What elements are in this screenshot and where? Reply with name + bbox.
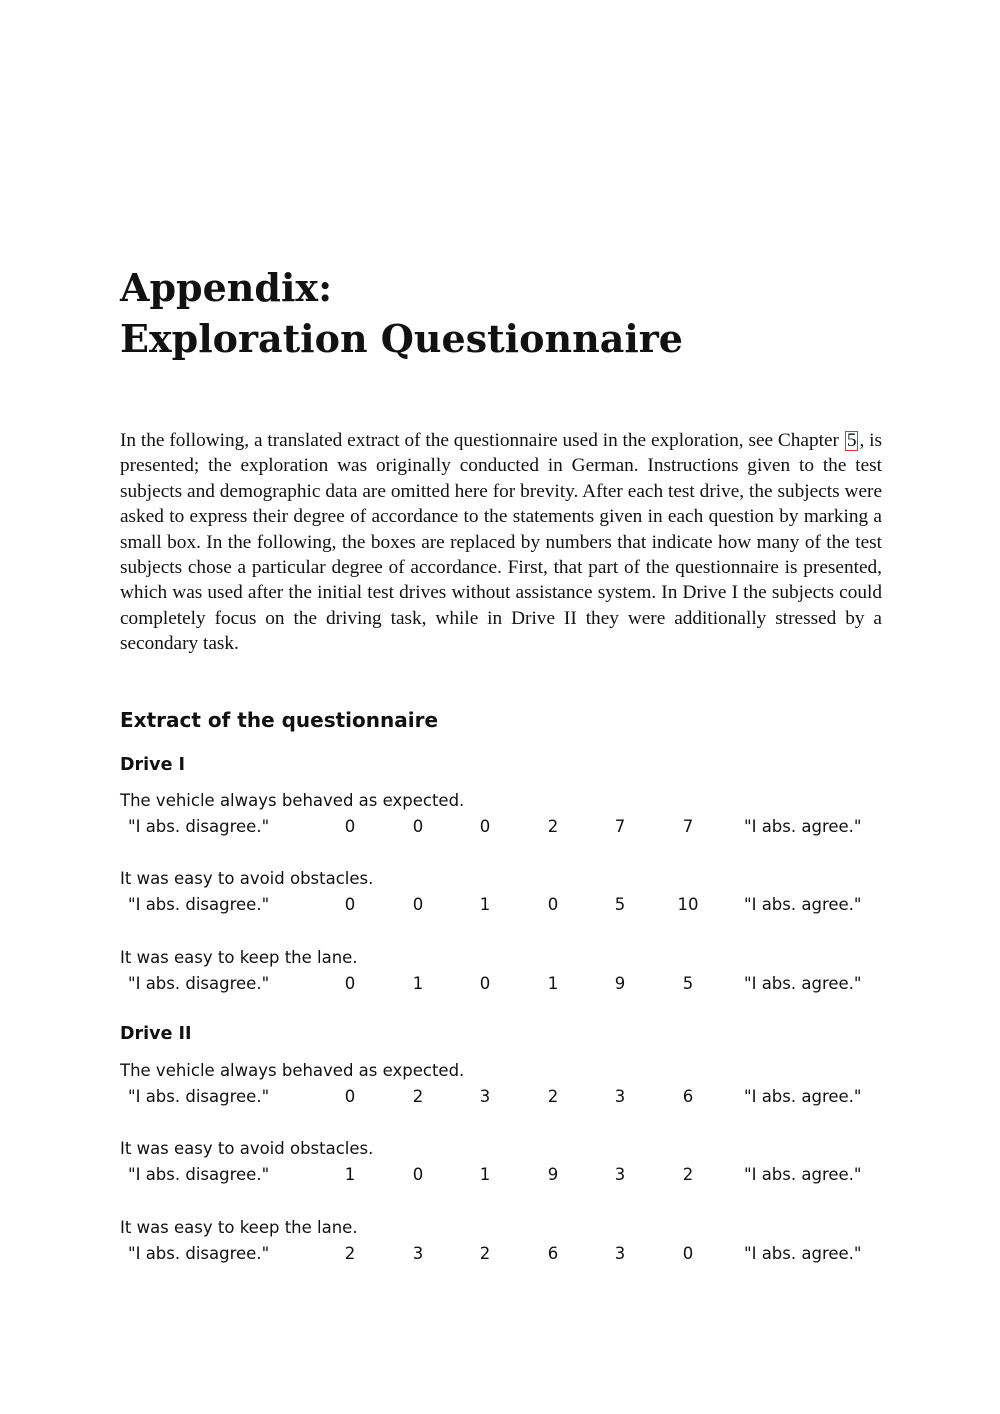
response-count: 0: [344, 974, 356, 993]
question-item: [120, 1136, 882, 1188]
response-count: 3: [412, 1244, 424, 1263]
response-count: 10: [677, 895, 699, 914]
scale-label-disagree: "I abs. disagree.": [128, 817, 270, 836]
response-count: 0: [412, 895, 424, 914]
response-count: 3: [614, 1244, 626, 1263]
response-count: 0: [479, 974, 491, 993]
drive-heading: Drive II: [120, 1024, 192, 1044]
scale-label-agree: "I abs. agree.": [744, 1165, 862, 1184]
scale-label-disagree: "I abs. disagree.": [128, 974, 270, 993]
response-count: 0: [344, 895, 356, 914]
scale-label-disagree: "I abs. disagree.": [128, 1244, 270, 1263]
scale-label-agree: "I abs. agree.": [744, 974, 862, 993]
response-count: 2: [682, 1165, 694, 1184]
response-count: 3: [614, 1165, 626, 1184]
chapter-title-line-2: Exploration Questionnaire: [120, 316, 683, 361]
response-count: 2: [547, 817, 559, 836]
response-count: 1: [412, 974, 424, 993]
response-count: 1: [344, 1165, 356, 1184]
scale-label-disagree: "I abs. disagree.": [128, 1165, 270, 1184]
response-count: 9: [614, 974, 626, 993]
response-count: 0: [412, 1165, 424, 1184]
question-text: It was easy to keep the lane.: [120, 1218, 358, 1237]
response-scale: [120, 1084, 882, 1110]
scale-label-disagree: "I abs. disagree.": [128, 895, 270, 914]
question-item: [120, 1058, 882, 1110]
chapter-title: [120, 262, 683, 364]
question-text: It was easy to avoid obstacles.: [120, 1139, 374, 1158]
response-scale: [120, 814, 882, 840]
scale-label-agree: "I abs. agree.": [744, 1087, 862, 1106]
response-count: 1: [547, 974, 559, 993]
response-count: 7: [614, 817, 626, 836]
response-scale: [120, 1162, 882, 1188]
response-count: 5: [682, 974, 694, 993]
intro-text-after-ref: , is presented; the exploration was originally conducted in German. Instructions given to the test subjects and demographic data are omitted here for brevity. After each test drive, the subjects were asked to express their degree of accordance to the statements given in each question by marking a small box. In the following, the boxes are replaced by numbers that indicate how many of the test subjects chose a particular degree of accordance. First, that part of the questionnaire is presented, which was used after the initial test drives without assistance system. In Drive I the subjects could completely focus on the driving task, while in Drive II they were additionally stressed by a secondary task.: [120, 430, 882, 655]
response-count: 6: [682, 1087, 694, 1106]
response-count: 0: [682, 1244, 694, 1263]
scale-label-agree: "I abs. agree.": [744, 1244, 862, 1263]
scale-label-agree: "I abs. agree.": [744, 817, 862, 836]
question-item: [120, 788, 882, 840]
response-count: 2: [344, 1244, 356, 1263]
response-count: 9: [547, 1165, 559, 1184]
drive-heading: Drive I: [120, 755, 186, 775]
response-count: 5: [614, 895, 626, 914]
question-item: [120, 945, 882, 997]
response-count: 0: [344, 817, 356, 836]
response-scale: [120, 1241, 882, 1267]
response-count: 7: [682, 817, 694, 836]
response-count: 0: [344, 1087, 356, 1106]
question-text: The vehicle always behaved as expected.: [120, 1061, 465, 1080]
chapter-reference-link[interactable]: 5: [846, 430, 857, 451]
response-count: 0: [547, 895, 559, 914]
response-count: 3: [614, 1087, 626, 1106]
response-scale: [120, 892, 882, 918]
response-count: 2: [412, 1087, 424, 1106]
response-count: 0: [412, 817, 424, 836]
scale-label-disagree: "I abs. disagree.": [128, 1087, 270, 1106]
scale-label-agree: "I abs. agree.": [744, 895, 862, 914]
response-count: 2: [479, 1244, 491, 1263]
response-scale: [120, 971, 882, 997]
response-count: 6: [547, 1244, 559, 1263]
response-count: 1: [479, 895, 491, 914]
intro-text-before-ref: In the following, a translated extract of the questionnaire used in the exploration, see Chapter: [120, 430, 844, 451]
question-text: It was easy to keep the lane.: [120, 948, 358, 967]
chapter-title-line-1: Appendix:: [120, 265, 333, 310]
question-item: [120, 866, 882, 918]
intro-paragraph: [120, 428, 882, 657]
question-text: The vehicle always behaved as expected.: [120, 791, 465, 810]
section-heading: Extract of the questionnaire: [120, 708, 439, 732]
response-count: 2: [547, 1087, 559, 1106]
response-count: 0: [479, 817, 491, 836]
response-count: 1: [479, 1165, 491, 1184]
question-item: [120, 1215, 882, 1267]
response-count: 3: [479, 1087, 491, 1106]
question-text: It was easy to avoid obstacles.: [120, 869, 374, 888]
